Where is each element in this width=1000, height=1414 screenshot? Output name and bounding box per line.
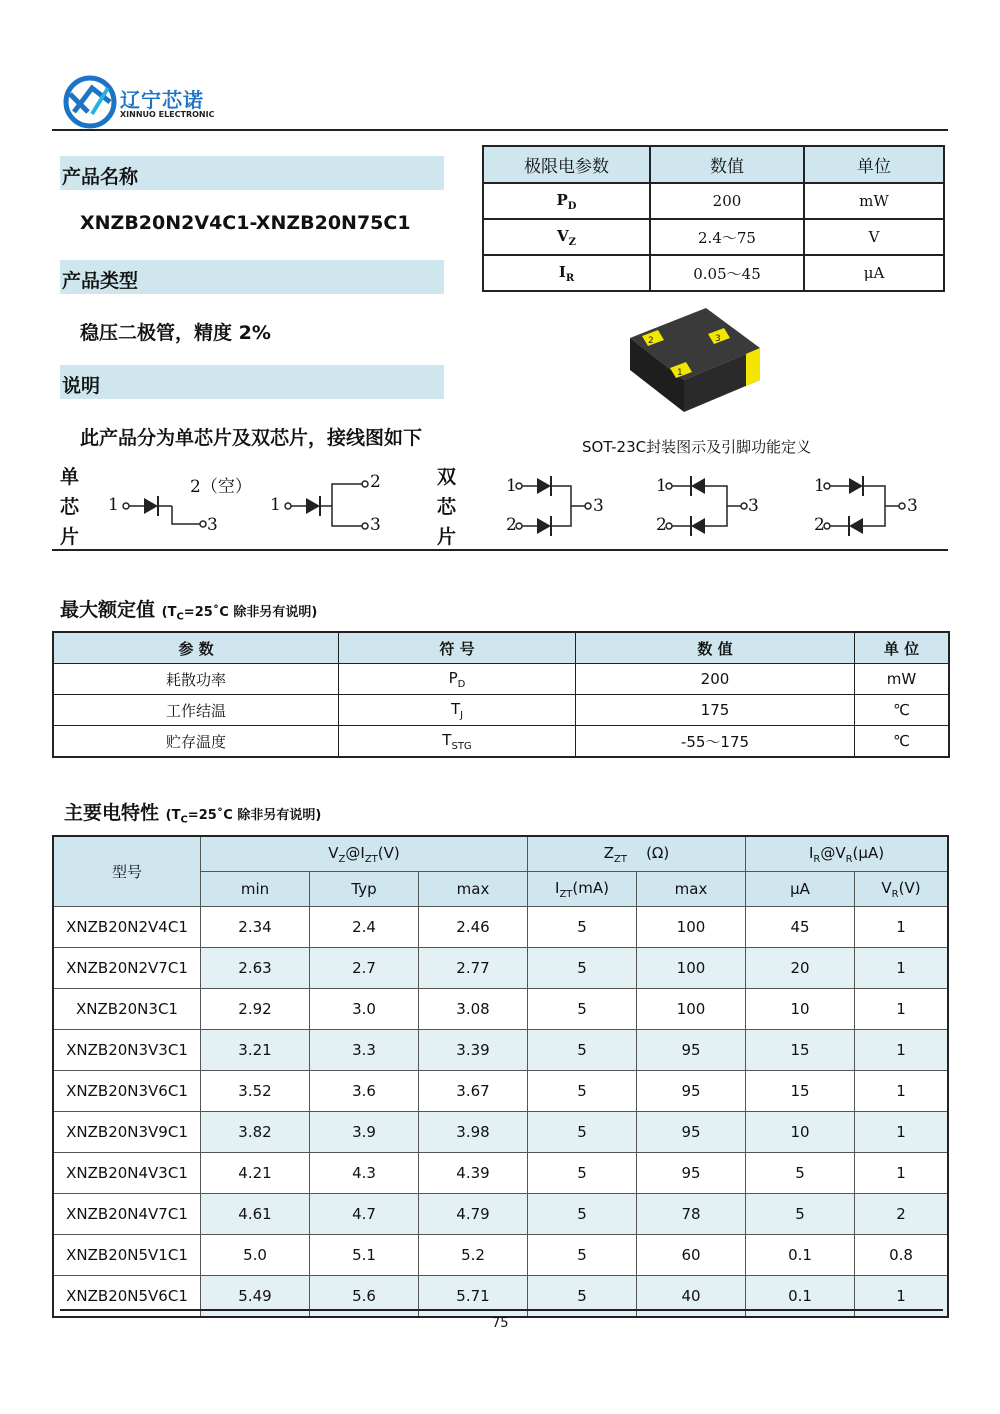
table-row: $I_R$ 0.05～45 μA xyxy=(483,255,944,291)
ec-sub-max: max xyxy=(419,872,528,907)
xinnuo-logo-icon xyxy=(62,74,118,130)
table-row: XNZB20N3V3C1 3.21 3.3 3.39 5 95 15 1 xyxy=(53,1030,948,1071)
dual-chip-label-1: 双 xyxy=(437,466,457,488)
table-row: 贮存温度 $T_{STG}$ -55～175 ℃ xyxy=(53,726,949,758)
table-row: XNZB20N2V4C1 2.34 2.4 2.46 5 100 45 1 xyxy=(53,907,948,948)
ec-sub-vr: $V_R(V)$ xyxy=(855,872,949,907)
max-ratings-table xyxy=(52,631,950,758)
limits-header-value: 数值 xyxy=(650,146,804,183)
dual-c-pin-1: 1 xyxy=(814,476,825,496)
dual-b-pin-2: 2 xyxy=(656,515,667,535)
table-row: XNZB20N5V6C1 5.49 5.6 5.71 5 40 0.1 1 xyxy=(53,1276,948,1318)
mx-header-param: 参 数 xyxy=(53,632,339,664)
table-row: 工作结温 $T_J$ 175 ℃ xyxy=(53,695,949,726)
mx-header-symbol: 符 号 xyxy=(339,632,576,664)
dual-c-pin-3: 3 xyxy=(907,496,918,516)
sot23c-package-image xyxy=(620,300,770,420)
dual-a-pin-1: 1 xyxy=(506,476,517,496)
brand-name-en: XINNUO ELECTRONIC xyxy=(120,110,215,119)
table-row: XNZB20N3C1 2.92 3.0 3.08 5 100 10 1 xyxy=(53,989,948,1030)
ec-header-vz: $V_Z@I_{ZT}(V)$ xyxy=(201,836,528,872)
package-caption: SOT-23C封装图示及引脚功能定义 xyxy=(582,438,812,456)
product-type-label: 产品类型 xyxy=(62,270,139,292)
single-b-pin-1: 1 xyxy=(270,495,281,515)
ec-header-ir: $I_R@V_R(\mu A)$ xyxy=(746,836,949,872)
product-name-bar xyxy=(60,156,444,190)
single-b-pin-3: 3 xyxy=(370,515,381,535)
mx-header-value: 数 值 xyxy=(576,632,855,664)
mx-header-unit: 单 位 xyxy=(855,632,950,664)
logo xyxy=(62,74,222,130)
max-ratings-title: 最大额定值 ($T_C=25˚C$ 除非另有说明) xyxy=(60,599,318,623)
table-row: $P_D$ 200 mW xyxy=(483,183,944,219)
product-name-label: 产品名称 xyxy=(62,166,139,188)
table-row: XNZB20N4V7C1 4.61 4.7 4.79 5 78 5 2 xyxy=(53,1194,948,1235)
package-pin-mark-1: 1 xyxy=(677,368,683,378)
footer-rule xyxy=(60,1309,943,1311)
dual-chip-label-3: 片 xyxy=(437,526,457,548)
dual-b-pin-3: 3 xyxy=(748,496,759,516)
header-rule xyxy=(52,129,948,131)
limits-table xyxy=(482,145,945,292)
product-type-bar xyxy=(60,260,444,294)
ec-sub-typ: Typ xyxy=(310,872,419,907)
single-chip-label-1: 单 xyxy=(60,466,80,488)
package-pin-mark-2: 2 xyxy=(648,336,654,346)
single-chip-label-3: 片 xyxy=(60,526,80,548)
electrical-table xyxy=(52,835,949,1318)
single-b-pin-2: 2 xyxy=(370,472,381,492)
product-type-value: 稳压二极管，精度 2% xyxy=(80,322,271,344)
description-label: 说明 xyxy=(62,375,101,397)
table-row: $V_Z$ 2.4～75 V xyxy=(483,219,944,255)
table-row: XNZB20N3V6C1 3.52 3.6 3.67 5 95 15 1 xyxy=(53,1071,948,1112)
product-name-value: XNZB20N2V4C1-XNZB20N75C1 xyxy=(80,212,411,234)
dual-a-pin-3: 3 xyxy=(593,496,604,516)
table-row: XNZB20N3V9C1 3.82 3.9 3.98 5 95 10 1 xyxy=(53,1112,948,1153)
dual-chip-label-2: 芯 xyxy=(437,496,457,518)
limits-header-unit: 单位 xyxy=(804,146,944,183)
ec-sub-zmax: max xyxy=(637,872,746,907)
ec-header-model: 型号 xyxy=(53,836,201,907)
table-row: XNZB20N5V1C1 5.0 5.1 5.2 5 60 0.1 0.8 xyxy=(53,1235,948,1276)
limits-header-param: 极限电参数 xyxy=(483,146,650,183)
single-chip-label-2: 芯 xyxy=(60,496,80,518)
single-a-pin-3: 3 xyxy=(207,515,218,535)
dual-diagram-a xyxy=(505,470,605,540)
ec-sub-min: min xyxy=(201,872,310,907)
page-number: 75 xyxy=(492,1316,509,1331)
description-bar xyxy=(60,365,444,399)
table-row: 耗散功率 $P_D$ 200 mW xyxy=(53,664,949,695)
ec-sub-ua: μA xyxy=(746,872,855,907)
package-pin-mark-3: 3 xyxy=(715,334,721,344)
description-value: 此产品分为单芯片及双芯片，接线图如下 xyxy=(80,427,423,449)
table-row: XNZB20N2V7C1 2.63 2.7 2.77 5 100 20 1 xyxy=(53,948,948,989)
ec-sub-izt: $I_{ZT}(mA)$ xyxy=(528,872,637,907)
brand-name-cn: 辽宁芯诺 xyxy=(120,88,204,112)
ec-header-zzt: $Z_{ZT}$ (Ω) xyxy=(528,836,746,872)
electrical-title: 主要电特性 ($T_C=25˚C$ 除非另有说明) xyxy=(64,802,322,826)
single-a-pin-empty: 2（空） xyxy=(190,477,252,497)
single-a-pin-1: 1 xyxy=(108,495,119,515)
diagram-rule xyxy=(52,549,948,551)
dual-a-pin-2: 2 xyxy=(506,515,517,535)
dual-c-pin-2: 2 xyxy=(814,515,825,535)
table-row: XNZB20N4V3C1 4.21 4.3 4.39 5 95 5 1 xyxy=(53,1153,948,1194)
dual-b-pin-1: 1 xyxy=(656,476,667,496)
